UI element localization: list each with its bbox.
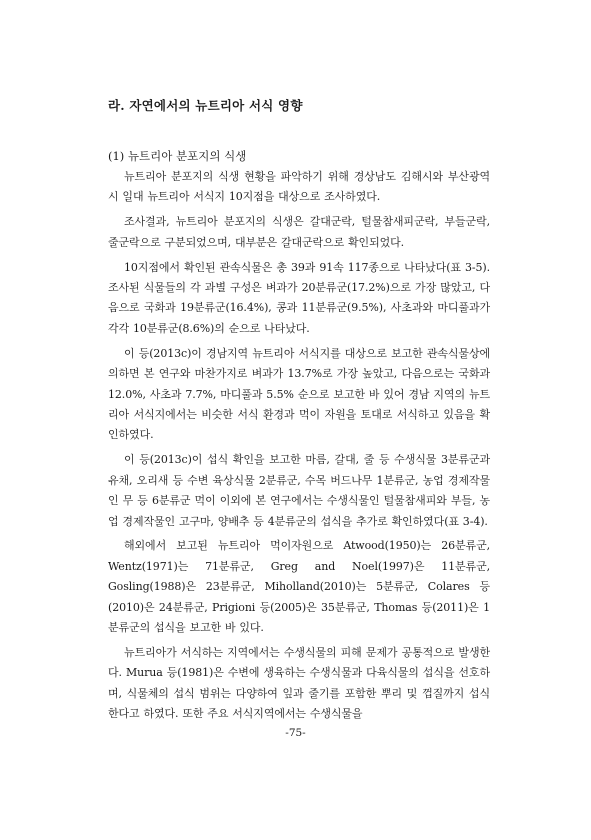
paragraph: 10지점에서 확인된 관속식물은 총 39과 91속 117종으로 나타났다(표 3-5). 조사된 식물들의 각 과별 구성은 벼과가 20분류군(17.2%)으로 가장 많았고, 다음으로 국화과 19분류군(16.4%), 콩과 11분류군(9.5%), 사초과와 마디풀과가 각각 10분류군(8.6%)의 순으로 나타났다. bbox=[108, 260, 490, 335]
paragraph: 이 등(2013c)이 경남지역 뉴트리아 서식지를 대상으로 보고한 관속식물상에 의하면 본 연구와 마찬가지로 벼과가 13.7%로 가장 높았고, 다음으로는 국화과 12.0%, 사초과 7.7%, 마디풀과 5.5% 순으로 보고한 바 있어 경남 지역의 뉴트리아 서식지에서는 비슷한 서식 환경과 먹이 자원을 토대로 서식하고 있음을 확인하였다. bbox=[108, 346, 490, 442]
section-title: 라. 자연에서의 뉴트리아 서식 영향 bbox=[108, 98, 303, 113]
subsection-title: (1) 뉴트리아 분포지의 식생 bbox=[108, 149, 247, 163]
paragraph: 뉴트리아가 서식하는 지역에서는 수생식물의 피해 문제가 공통적으로 발생한다. Murua 등(1981)은 수변에 생육하는 수생식물과 다육식물의 섭식을 선호하며, 식물체의 섭식 범위는 다양하여 잎과 줄기를 포함한 뿌리 및 껍질까지 섭식한다고 하였다. 또한 주요 서식지역에서는 수생식물을 bbox=[108, 645, 490, 721]
paragraph: 조사결과, 뉴트리아 분포지의 식생은 갈대군락, 털물참새피군락, 부들군락, 줄군락으로 구분되었으며, 대부분은 갈대군락으로 확인되었다. bbox=[108, 215, 490, 249]
paragraph: 해외에서 보고된 뉴트리아 먹이자원으로 Atwood(1950)는 26분류군, Wentz(1971)는 71분류군, Greg and Noel(1997)은 11분류군, Gosling(1988)은 23분류군, Miholland(2010)는 5분류군, Colares 등(2010)은 24분류군, Prigioni 등(2005)은 35분류군, Thomas 등(2011)은 1분류군의 섭식을 보고한 바 있다. bbox=[108, 539, 490, 635]
paragraph: 이 등(2013c)이 섭식 확인을 보고한 마름, 갈대, 줄 등 수생식물 3분류군과 유채, 오리새 등 수변 육상식물 2분류군, 수목 버드나무 1분류군, 농업 경제작물인 무 등 6분류군 먹이 이외에 본 연구에서는 수생식물인 털물참새피와 부들, 농업 경제작물인 고구마, 양배추 등 4분류군의 섭식을 추가로 확인하였다(표 3-4). bbox=[108, 453, 490, 528]
body-text bbox=[108, 167, 490, 729]
page-number: -75- bbox=[285, 727, 306, 739]
paragraph: 뉴트리아 분포지의 식생 현황을 파악하기 위해 경상남도 김해시와 부산광역시 일대 뉴트리아 서식지 10지점을 대상으로 조사하였다. bbox=[108, 170, 490, 204]
